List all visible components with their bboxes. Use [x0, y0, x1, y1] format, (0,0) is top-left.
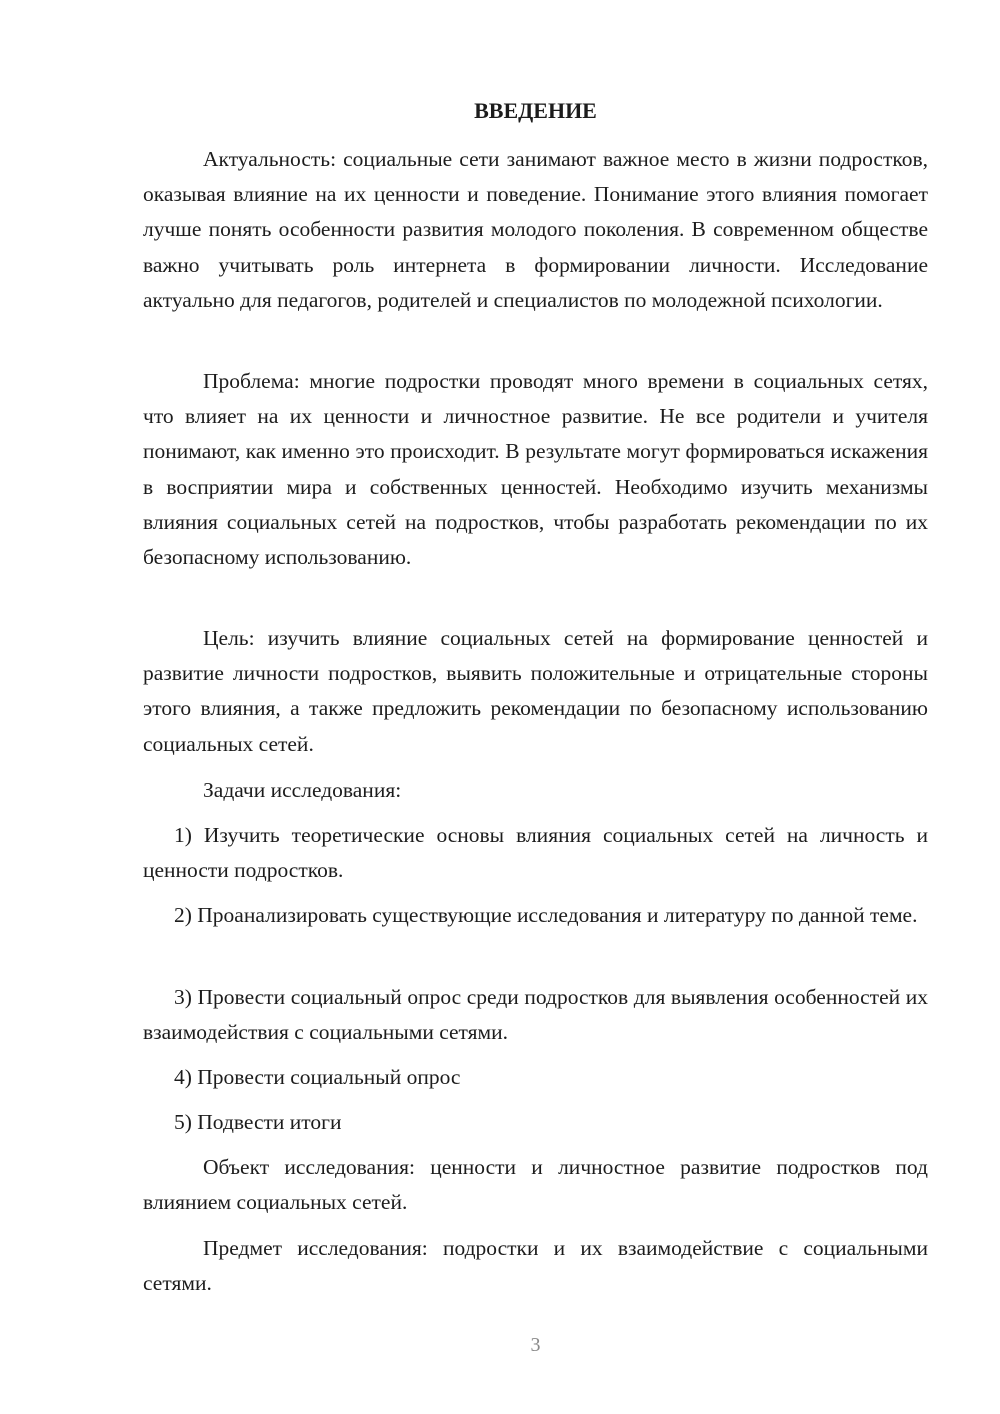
page-number: 3 — [530, 1334, 541, 1356]
paragraph-relevance: Актуальность: социальные сети занимают важное место в жизни подростков, оказывая влияние на их ценности и поведение. Понимание этого влияния помогает лучше понять особенности развития молодого поколения. В современном обществе важно учитывать роль интернета в формировании личности. Исследование актуально для педагогов, родителей и специалистов по молодежной психологии. — [143, 147, 928, 312]
page-title: ВВЕДЕНИЕ — [474, 98, 597, 123]
task-item-3: 3) Провести социальный опрос среди подростков для выявления особенностей их взаимодействия с социальными сетями. — [143, 985, 928, 1045]
paragraph-subject: Предмет исследования: подростки и их взаимодействие с социальными сетями. — [143, 1236, 928, 1296]
tasks-title: Задачи исследования: — [203, 778, 402, 802]
task-item-2: 2) Проанализировать существующие исследования и литературу по данной теме. — [174, 903, 918, 927]
paragraph-goal: Цель: изучить влияние социальных сетей на формирование ценностей и развитие личности подростков, выявить положительные и отрицательные стороны этого влияния, а также предложить рекомендации по безопасному использованию социальных сетей. — [143, 626, 928, 756]
task-item-4: 4) Провести социальный опрос — [174, 1065, 461, 1089]
task-item-1: 1) Изучить теоретические основы влияния социальных сетей на личность и ценности подростков. — [143, 823, 928, 883]
paragraph-problem: Проблема: многие подростки проводят много времени в социальных сетях, что влияет на их ценности и личностное развитие. Не все родители и учителя понимают, как именно это происходит. В результате могут формироваться искажения в восприятии мира и собственных ценностей. Необходимо изучить механизмы влияния социальных сетей на подростков, чтобы разработать рекомендации по их безопасному использованию. — [143, 369, 928, 570]
paragraph-object: Объект исследования: ценности и личностное развитие подростков под влиянием социальных сетей. — [143, 1155, 928, 1215]
task-item-5: 5) Подвести итоги — [174, 1110, 342, 1134]
